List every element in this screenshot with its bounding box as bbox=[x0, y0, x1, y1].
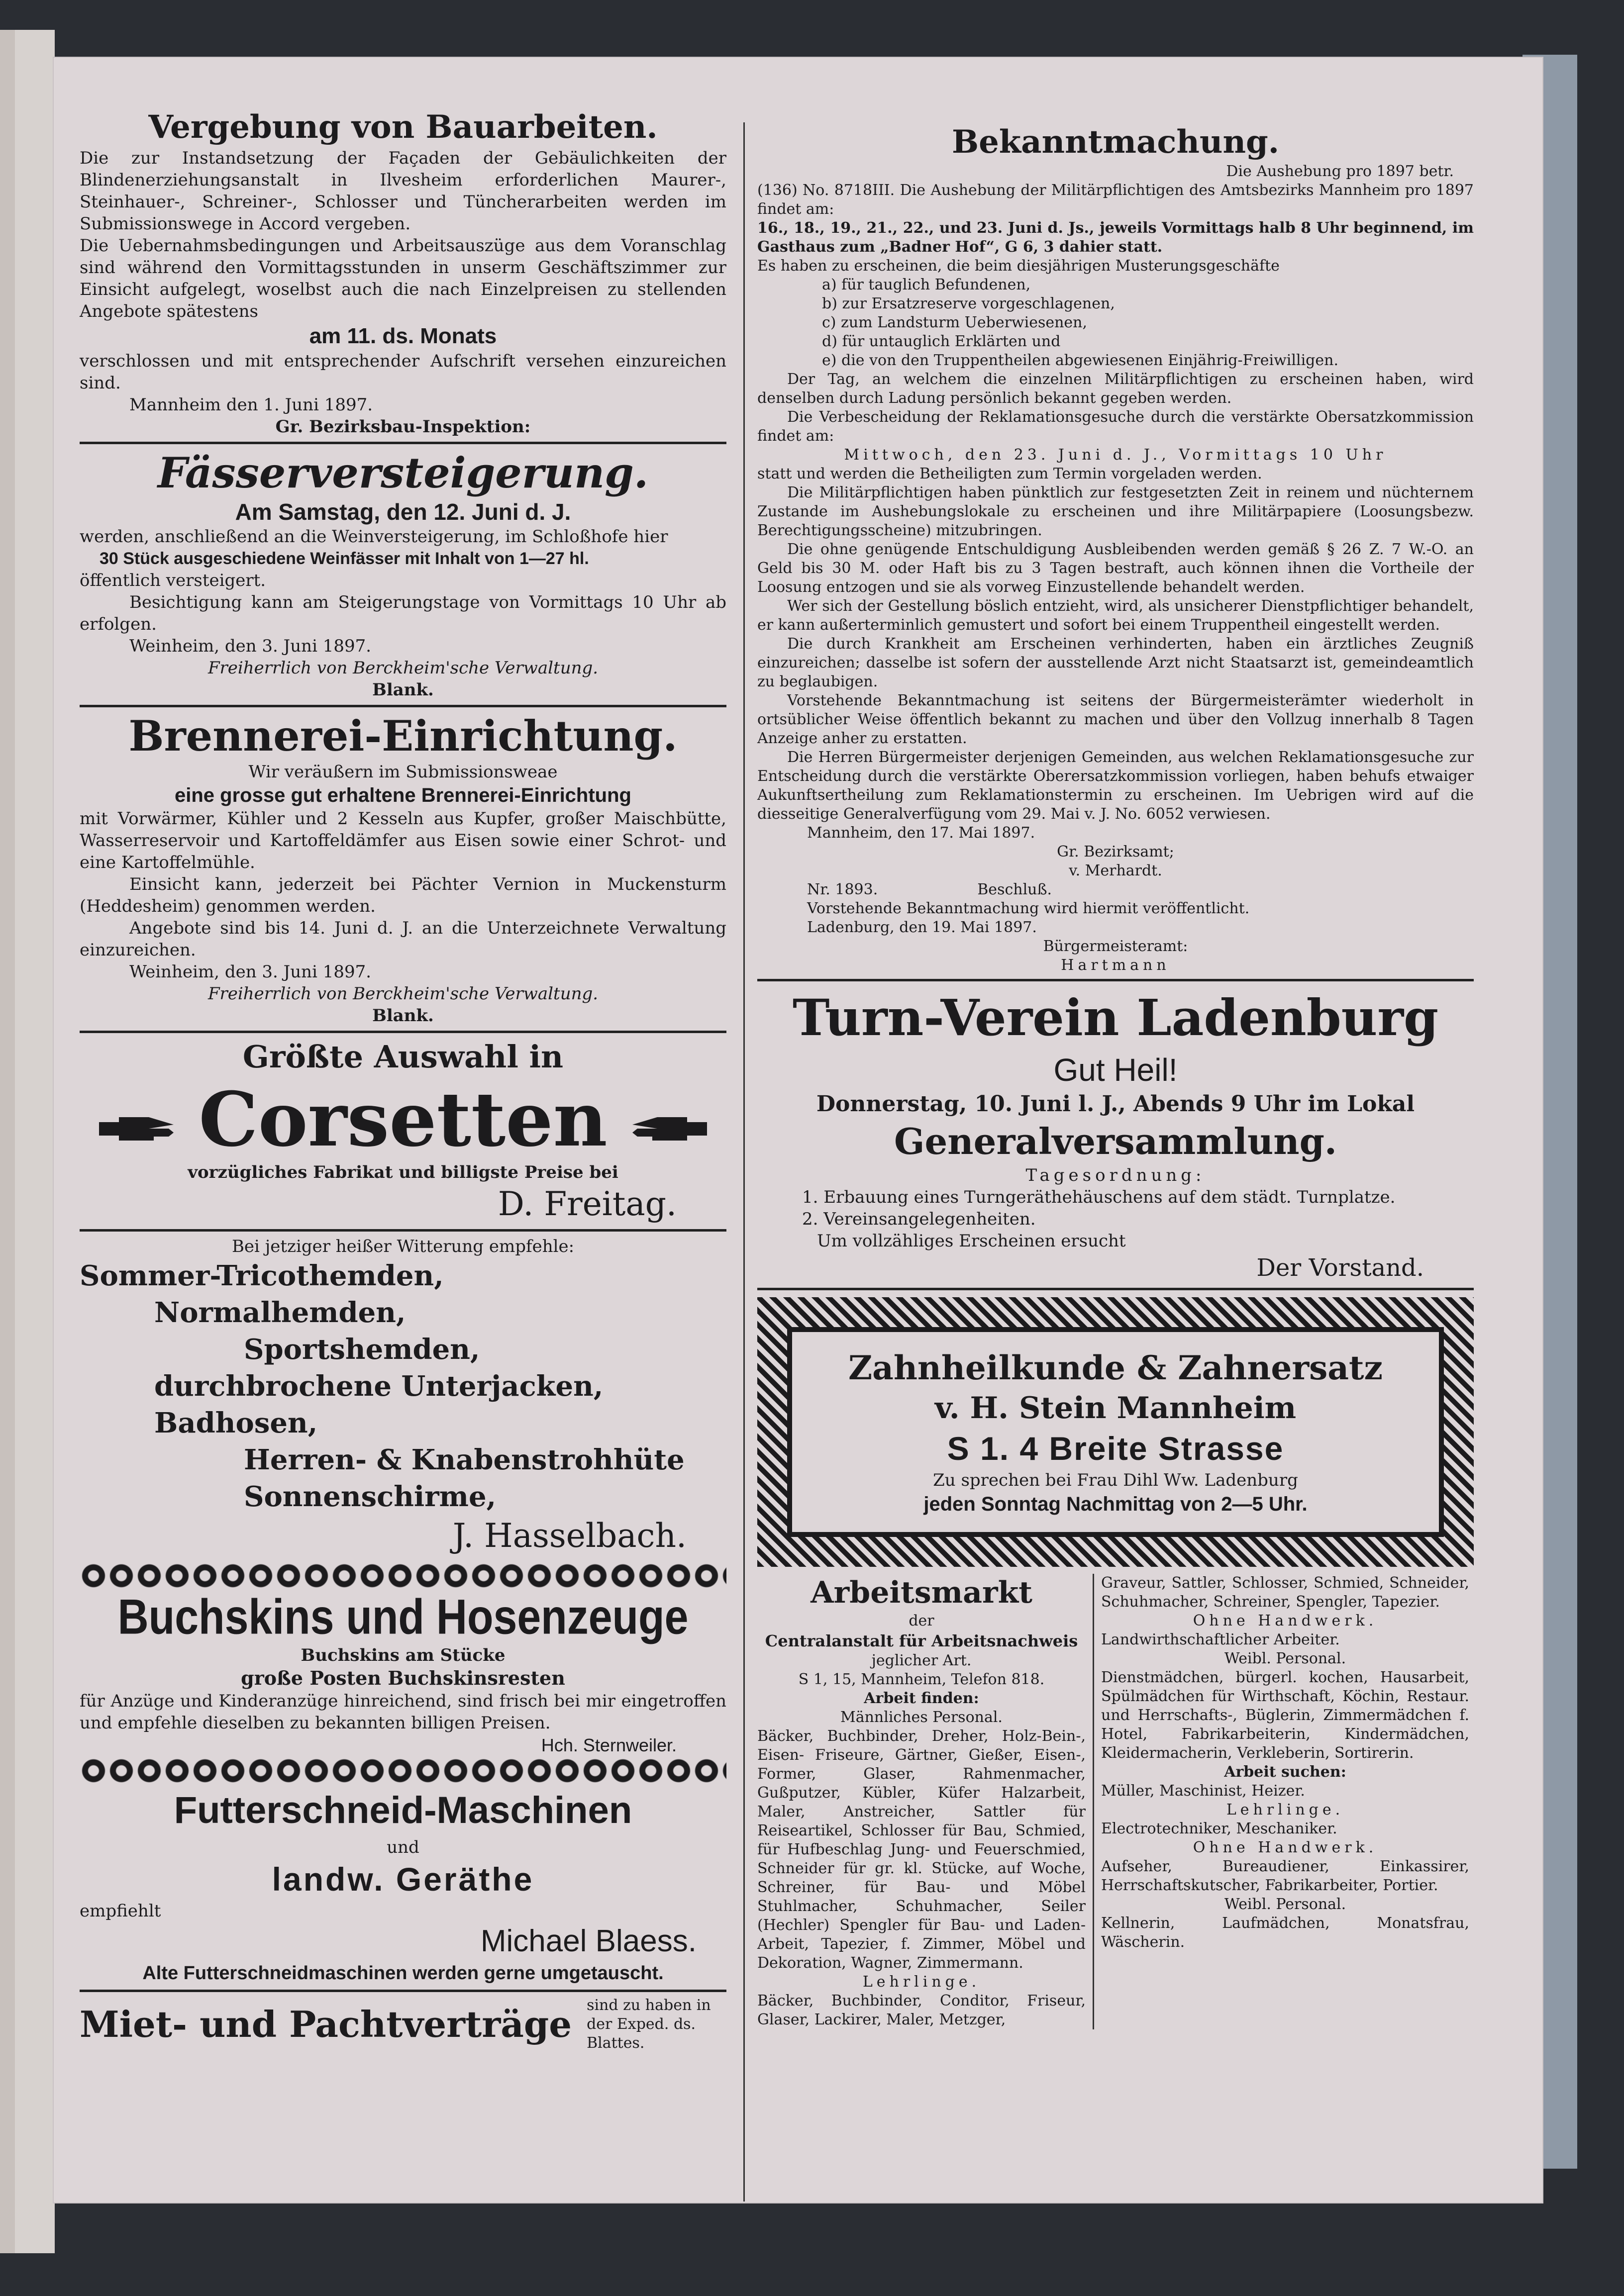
separator bbox=[80, 1990, 726, 1992]
arbeit-org: Centralanstalt für Arbeitsnachweis bbox=[765, 1631, 1078, 1650]
hasselbach-items bbox=[80, 1257, 726, 1515]
bauarbeiten-p2: Die Uebernahmsbedingungen und Arbeitsauszüge aus dem Voranschlag sind während den Vormittagsstunden in unserm Geschäftszimmer zur Einsicht aufgelegt, woselbst auch die nach Einzelpreisen zu stellenden Angebote spätestens bbox=[80, 236, 726, 321]
miet-title: Miet- und Pachtverträge bbox=[80, 2003, 572, 2045]
faesser-p2: 30 Stück ausgeschiedene Weinfässer mit Inhalt von 1—27 hl. bbox=[100, 549, 589, 568]
arbeit-jed: jeglicher Art. bbox=[871, 1652, 972, 1669]
arbeit-suchen: Arbeit suchen: bbox=[1224, 1763, 1346, 1781]
brennerei-sign: Blank. bbox=[372, 1006, 434, 1026]
hasselbach-item: Sonnenschirme, bbox=[244, 1480, 497, 1513]
arbeit-m-text: Bäcker, Buchbinder, Dreher, Holz-Bein-, Eisen- Friseure, Gärtner, Gießer, Eisen-, Former, Glaser, Rahmenmacher, Gußputzer, Kübler, Küfer Halzarbeit, Maler, Anstreicher, Sattler für Reiseartikel, Schlosser für Bau, Schmied, für Hufbeschlag Jung- und Feuerschmied, Schneider für gr. kl. Stücke, auf Woche, Schreiner, für Bau- und Möbel Stuhlmacher, Schuhmacher, Seiler (Hechler) Spengler für Bau- und Laden-Arbeit, Tapezier, f. Zimmer, Möbel und Dekoration, Wagner, Zimmermann. bbox=[757, 1727, 1086, 1972]
right-column bbox=[757, 122, 1474, 2029]
faesser-p3: öffentlich versteigert. bbox=[80, 571, 266, 590]
arbeit-ohne2: Ohne Handwerk. bbox=[1193, 1839, 1378, 1856]
brennerei-date: Weinheim, den 3. Juni 1897. bbox=[129, 962, 372, 982]
bekannt-list-item: b) zur Ersatzreserve vorgeschlagenen, bbox=[822, 295, 1115, 312]
brennerei-title: Brennerei-Einrichtung. bbox=[128, 711, 678, 761]
bekannt-bm-name: Hartmann bbox=[1061, 957, 1170, 974]
turn-item: 1. Erbauung eines Turngeräthehäuschens auf dem städt. Turnplatze. bbox=[802, 1187, 1396, 1207]
ad-brennerei bbox=[80, 711, 726, 1027]
arbeit-lehr2-text: Electrotechniker, Meschaniker. bbox=[1101, 1820, 1337, 1837]
bekannt-p10: Wer sich der Gestellung böslich entzieht, wird, als unsicherer Dienstpflichtiger behandelt, er kann außerterminlich gemustert und sofort bei einem Truppentheil eingestellt werden. bbox=[757, 597, 1474, 634]
hasselbach-item: Normalhemden, bbox=[154, 1296, 406, 1329]
bekannt-p4: Der Tag, an welchem die einzelnen Militärpflichtigen zu erscheinen haben, wird denselben durch Ladung persönlich bekannt gegeben werden. bbox=[757, 371, 1474, 407]
hand-pointer-right-icon bbox=[97, 1102, 181, 1137]
bekannt-p3: Es haben zu erscheinen, die beim diesjährigen Musterungsgeschäfte bbox=[757, 257, 1280, 275]
turn-item: 2. Vereinsangelegenheiten. bbox=[802, 1209, 1036, 1229]
arbeit-right bbox=[1094, 1574, 1469, 2029]
arbeit-finden: Arbeit finden: bbox=[864, 1690, 979, 1707]
arbeit-w-text: Dienstmädchen, bürgerl. kochen, Hausarbeit, Spülmädchen für Wirthschaft, Köchin, Restaur. und Herrschafts-, Büglerin, Zimmermädchen f. Hotel, Fabrikarbeiterin, Kindermädchen, Kleidermacherin, Verkleberin, Sortirerin. bbox=[1101, 1669, 1469, 1762]
buchskins-name: Hch. Sternweiler. bbox=[541, 1735, 677, 1755]
hasselbach-intro: Bei jetziger heißer Witterung empfehle: bbox=[231, 1237, 575, 1256]
futter-name: Michael Blaess. bbox=[480, 1924, 697, 1958]
arbeit-lehr: Lehrlinge. bbox=[862, 1973, 981, 1991]
bekannt-p12: Vorstehende Bekanntmachung ist seitens der Bürgermeisterämter wiederholt in ortsüblicher Weise öffentlich bekannt zu machen und über den Vollzug innerhalb 8 Tagen Anzeige anher zu erstatten. bbox=[757, 692, 1474, 747]
futter-sub: landw. Geräthe bbox=[272, 1861, 534, 1898]
bekannt-p14: Vorstehende Bekanntmachung wird hiermit veröffentlicht. bbox=[807, 900, 1250, 917]
ad-arbeitsmarkt bbox=[757, 1574, 1474, 2029]
arbeit-o2-text: Aufseher, Bureaudiener, Einkassirer, Herrschaftskutscher, Fabrikarbeiter, Portier. bbox=[1101, 1858, 1469, 1894]
brennerei-p3: mit Vorwärmer, Kühler und 2 Kesseln aus Kupfer, großer Maischbütte, Wasserreservoir und Kartoffeldämfer aus Eisen sowie einer Schrot- und eine Kartoffelmühle. bbox=[80, 809, 726, 872]
zahn-addr: S 1. 4 Breite Strasse bbox=[947, 1430, 1284, 1467]
buchskins-title: Buchskins und Hosenzeuge bbox=[117, 1589, 689, 1645]
ad-miet bbox=[80, 1996, 726, 2053]
bekannt-p5: Die Verbescheidung der Reklamationsgesuche durch die verstärkte Obersatzkommission findet am: bbox=[757, 408, 1474, 445]
arbeit-addr: S 1, 15, Mannheim, Telefon 818. bbox=[798, 1671, 1045, 1688]
ad-faesser bbox=[80, 448, 726, 701]
arbeit-lehr-text: Bäcker, Buchbinder, Conditor, Friseur, Glaser, Lackirer, Maler, Metzger, bbox=[757, 1992, 1086, 2028]
buchskins-l3: für Anzüge und Kinderanzüge hinreichend, sind frisch bei mir eingetroffen und empfehle dieselben zu bekannten billigen Preisen. bbox=[80, 1691, 726, 1733]
arbeit-der: der bbox=[909, 1612, 934, 1629]
brennerei-p2: eine grosse gut erhaltene Brennerei-Einrichtung bbox=[175, 784, 631, 806]
corsetten-row bbox=[80, 1077, 726, 1161]
brennerei-p1: Wir veräußern im Submissionsweae bbox=[248, 762, 558, 782]
bekannt-title: Bekanntmachung. bbox=[951, 123, 1280, 161]
bekannt-list-item: e) die von den Truppentheilen abgewiesenen Einjährig-Freiwilligen. bbox=[822, 352, 1338, 369]
hasselbach-item: durchbrochene Unterjacken, bbox=[154, 1370, 604, 1403]
turn-sign: Der Vorstand. bbox=[1256, 1254, 1424, 1282]
zahn-name: v. H. Stein Mannheim bbox=[934, 1391, 1297, 1426]
turn-greet: Gut Heil! bbox=[1053, 1052, 1178, 1088]
faesser-date-line: Am Samstag, den 12. Juni d. J. bbox=[235, 499, 571, 525]
bekannt-bm: Bürgermeisteramt: bbox=[1043, 938, 1188, 955]
futter-empf: empfiehlt bbox=[80, 1901, 161, 1921]
hasselbach-item: Sportshemden, bbox=[244, 1333, 480, 1366]
ad-hasselbach bbox=[80, 1236, 726, 1557]
arbeit-title: Arbeitsmarkt bbox=[811, 1575, 1032, 1610]
ad-corsetten bbox=[80, 1037, 726, 1225]
bauarbeiten-date: Mannheim den 1. Juni 1897. bbox=[129, 395, 373, 415]
separator bbox=[80, 1031, 726, 1033]
arbeit-weibl: Weibl. Personal. bbox=[1224, 1650, 1346, 1667]
faesser-sign: Blank. bbox=[372, 680, 434, 700]
turn-title: Turn-Verein Ladenburg bbox=[793, 988, 1438, 1047]
futter-und: und bbox=[387, 1837, 419, 1857]
turn-items bbox=[757, 1186, 1474, 1230]
bekannt-p7: statt und werden die Betheiligten zum Termin vorgeladen werden. bbox=[757, 465, 1262, 482]
arbeit-m-personal: Männliches Personal. bbox=[840, 1709, 1003, 1726]
separator bbox=[80, 442, 726, 444]
arbeit-weibl2: Weibl. Personal. bbox=[1224, 1896, 1346, 1913]
ad-turnverein bbox=[757, 985, 1474, 1284]
bekannt-list-item: c) zum Landsturm Ueberwiesenen, bbox=[822, 314, 1088, 331]
bekannt-list bbox=[757, 276, 1474, 370]
faesser-date: Weinheim, den 3. Juni 1897. bbox=[129, 636, 372, 656]
zahn-l2: jeden Sonntag Nachmittag von 2—5 Uhr. bbox=[923, 1493, 1308, 1515]
bauarbeiten-deadline: am 11. ds. Monats bbox=[309, 324, 497, 348]
bekannt-sub: Die Aushebung pro 1897 betr. bbox=[1226, 163, 1454, 180]
hasselbach-item: Sommer-Tricothemden, bbox=[80, 1259, 444, 1292]
bekannt-p8: Die Militärpflichtigen haben pünktlich zur festgesetzten Zeit in reinem und nüchternem Zustande im Aushebungslokale zu erscheinen und ihre Militärpapiere (Loosungsbezw. Berechtigungsscheine) mitzubringen. bbox=[757, 484, 1474, 539]
column-divider bbox=[743, 122, 745, 2201]
hasselbach-name: J. Hasselbach. bbox=[452, 1517, 687, 1555]
bauarbeiten-signature: Gr. Bezirksbau-Inspektion: bbox=[275, 417, 531, 437]
faesser-title: Fässerversteigerung. bbox=[157, 448, 649, 497]
bekannt-list-item: a) für tauglich Befundenen, bbox=[822, 276, 1031, 293]
miet-note: sind zu haben in der Exped. ds. Blattes. bbox=[587, 1997, 711, 2052]
brennerei-p4: Einsicht kann, jederzeit bei Pächter Vernion in Muckensturm (Heddesheim) genommen werden. bbox=[80, 874, 726, 916]
corsetten-name: D. Freitag. bbox=[498, 1185, 677, 1223]
bekannt-amt2: v. Merhardt. bbox=[1069, 862, 1162, 879]
hasselbach-item: Herren- & Knabenstrohhüte bbox=[244, 1443, 685, 1476]
faesser-p4: Besichtigung kann am Steigerungstage von Vormittags 10 Uhr ab erfolgen. bbox=[80, 592, 726, 634]
faesser-admin: Freiherrlich von Berckheim'sche Verwaltung. bbox=[207, 658, 599, 678]
separator bbox=[80, 705, 726, 707]
bekannt-date2: Ladenburg, den 19. Mai 1897. bbox=[807, 919, 1037, 936]
arbeit-ohne: Ohne Handwerk. bbox=[1193, 1612, 1378, 1629]
bauarbeiten-p3: verschlossen und mit entsprechender Aufschrift versehen einzureichen sind. bbox=[80, 351, 726, 393]
arbeit-left bbox=[757, 1574, 1094, 2029]
corsetten-line: vorzügliches Fabrikat und billigste Preise bei bbox=[188, 1162, 618, 1182]
bekannt-p6: Mittwoch, den 23. Juni d. J., Vormittags 10 Uhr bbox=[844, 446, 1387, 464]
arbeit-r-text1: Graveur, Sattler, Schlosser, Schmied, Schneider, Schuhmacher, Schreiner, Spengler, Tapezier. bbox=[1101, 1574, 1469, 1611]
zahn-title: Zahnheilkunde & Zahnersatz bbox=[848, 1348, 1383, 1387]
bekannt-nr-row bbox=[757, 880, 1474, 899]
brennerei-admin: Freiherrlich von Berckheim'sche Verwaltung. bbox=[207, 984, 599, 1004]
ad-buchskins bbox=[80, 1590, 726, 1757]
futter-title: Futterschneid-Maschinen bbox=[174, 1789, 632, 1831]
ad-bauarbeiten bbox=[80, 107, 726, 438]
bekannt-p1: (136) No. 8718III. Die Aushebung der Militärpflichtigen des Amtsbezirks Mannheim pro 1897 findet am: bbox=[757, 182, 1474, 218]
corsetten-top: Größte Auswahl in bbox=[242, 1039, 564, 1075]
arbeit-lehr2: Lehrlinge. bbox=[1226, 1801, 1344, 1818]
buchskins-l2: große Posten Buchskinsresten bbox=[241, 1667, 565, 1689]
bekannt-nr: Nr. 1893. bbox=[807, 881, 878, 898]
hasselbach-item: Badhosen, bbox=[154, 1407, 318, 1439]
turn-call: Um vollzähliges Erscheinen ersucht bbox=[817, 1231, 1126, 1251]
left-column bbox=[80, 107, 726, 2053]
arbeit-s-text: Müller, Maschinist, Heizer. bbox=[1101, 1782, 1305, 1800]
buchskins-l1: Buchskins am Stücke bbox=[301, 1645, 506, 1665]
separator bbox=[80, 1229, 726, 1232]
arbeit-w2-text: Kellnerin, Laufmädchen, Monatsfrau, Wäscherin. bbox=[1101, 1914, 1469, 1951]
bekannt-beschluss: Beschluß. bbox=[977, 881, 1052, 898]
bekannt-date: Mannheim, den 17. Mai 1897. bbox=[807, 824, 1035, 842]
bekannt-list-item: d) für untauglich Erklärten und bbox=[822, 333, 1061, 350]
arbeit-landw: Landwirthschaftlicher Arbeiter. bbox=[1101, 1631, 1340, 1648]
newspaper-page bbox=[54, 58, 1542, 2202]
ad-zahnheilkunde bbox=[757, 1297, 1474, 1567]
turn-when: Donnerstag, 10. Juni l. J., Abends 9 Uhr im Lokal bbox=[816, 1091, 1415, 1117]
futter-note: Alte Futterschneidmaschinen werden gerne umgetauscht. bbox=[142, 1963, 664, 1984]
turn-to: Tagesordnung: bbox=[1025, 1165, 1206, 1185]
turn-gv: Generalversammlung. bbox=[894, 1120, 1337, 1162]
corsetten-title: Corsetten bbox=[199, 1075, 608, 1163]
bekannt-p9: Die ohne genügende Entschuldigung Ausbleibenden werden gemäß § 26 Z. 7 W.-O. an Geld bis 30 M. oder Haft bis zu 3 Tagen bestraft, auch können ihnen die Vortheile der Loosung entzogen und sie als vorweg Einzustellende behandelt werden. bbox=[757, 541, 1474, 596]
zahn-l1: Zu sprechen bei Frau Dihl Ww. Ladenburg bbox=[933, 1470, 1298, 1490]
bekannt-p13: Die Herren Bürgermeister derjenigen Gemeinden, aus welchen Reklamationsgesuche zur Entscheidung durch die verstärkte Oberersatzkommission vorliegen, haben behufs etwaiger Aukunftsertheilung zum Reklamationstermin zu erscheinen. Im Uebrigen wird auf die diesseitige Generalverfügung vom 29. Mai v. J. No. 6052 verwiesen. bbox=[757, 749, 1474, 823]
book-binding bbox=[0, 30, 55, 2253]
bekannt-p2: 16., 18., 19., 21., 22., und 23. Juni d. Js., jeweils Vormittags halb 8 Uhr beginnend, im Gasthaus zum „Badner Hof“, G 6, 3 dahier statt. bbox=[757, 219, 1474, 256]
separator bbox=[757, 1288, 1474, 1290]
faesser-p1: werden, anschließend an die Weinversteigerung, im Schloßhofe hier bbox=[80, 527, 668, 547]
ad-futter bbox=[80, 1785, 726, 1986]
zahn-box bbox=[787, 1327, 1444, 1537]
hand-pointer-left-icon bbox=[625, 1102, 710, 1137]
binding-edge bbox=[0, 30, 15, 2253]
separator bbox=[757, 979, 1474, 981]
decorative-border bbox=[80, 1757, 726, 1785]
bekannt-p11: Die durch Krankheit am Erscheinen verhinderten, haben ein ärztliches Zeugniß einzureichen; dasselbe ist sofern der ausstellende Arzt nicht Staatsarzt ist, gemeindeamtlich zu beglaubigen. bbox=[757, 635, 1474, 690]
ad-bekanntmachung bbox=[757, 122, 1474, 975]
bauarbeiten-p1: Die zur Instandsetzung der Façaden der Gebäulichkeiten der Blindenerziehungsanstalt in Ilvesheim erforderlichen Maurer-, Steinhauer-, Schreiner-, Schlosser und Tüncherarbeiten werden im Submissionswege in Accord vergeben. bbox=[80, 148, 726, 234]
brennerei-p5: Angebote sind bis 14. Juni d. J. an die Unterzeichnete Verwaltung einzureichen. bbox=[80, 918, 726, 960]
bauarbeiten-title: Vergebung von Bauarbeiten. bbox=[148, 108, 658, 146]
bekannt-amt: Gr. Bezirksamt; bbox=[1057, 843, 1174, 861]
